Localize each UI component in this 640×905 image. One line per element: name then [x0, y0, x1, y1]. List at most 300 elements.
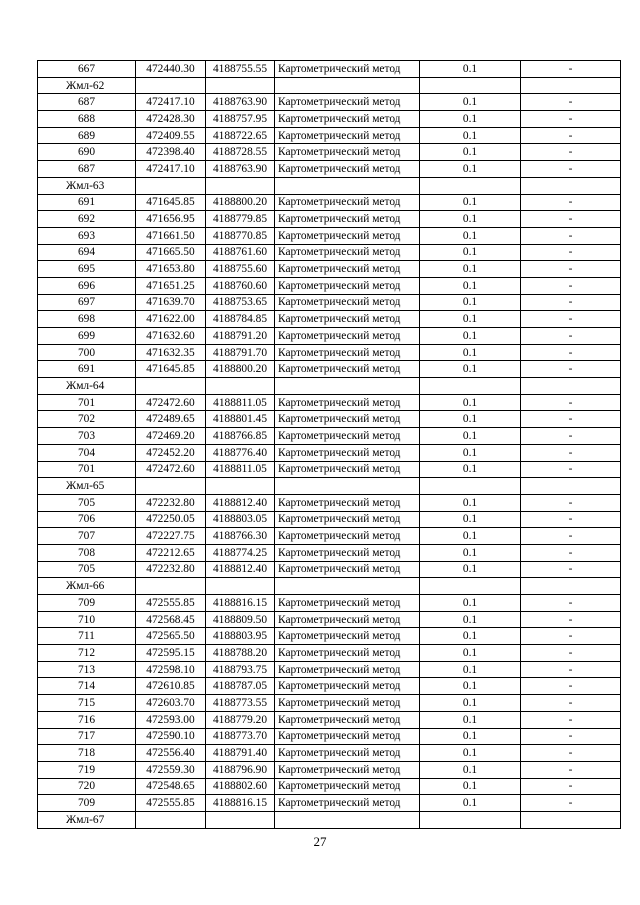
table-row: [38, 678, 621, 695]
point-number-cell: 695: [38, 261, 136, 278]
point-number-cell: 705: [38, 561, 136, 578]
table-row: [38, 294, 621, 311]
y-coordinate-cell: 4188812.40: [206, 494, 275, 511]
empty-cell: [521, 378, 621, 395]
note-cell: -: [521, 795, 621, 812]
empty-cell: [136, 478, 206, 495]
table-row: [38, 94, 621, 111]
group-label: Жмл-65: [38, 478, 136, 495]
accuracy-cell: 0.1: [420, 611, 521, 628]
point-number-cell: 687: [38, 161, 136, 178]
method-cell: Картометрический метод: [275, 411, 420, 428]
coordinates-table: [37, 60, 621, 829]
table-row: [38, 528, 621, 545]
point-number-cell: 703: [38, 428, 136, 445]
x-coordinate-cell: 472548.65: [136, 778, 206, 795]
accuracy-cell: 0.1: [420, 661, 521, 678]
table-row: [38, 227, 621, 244]
table-row: [38, 261, 621, 278]
method-cell: Картометрический метод: [275, 127, 420, 144]
x-coordinate-cell: 472232.80: [136, 494, 206, 511]
accuracy-cell: 0.1: [420, 211, 521, 228]
group-header-row: [38, 177, 621, 194]
accuracy-cell: 0.1: [420, 444, 521, 461]
empty-cell: [521, 177, 621, 194]
method-cell: Картометрический метод: [275, 778, 420, 795]
y-coordinate-cell: 4188796.90: [206, 761, 275, 778]
method-cell: Картометрический метод: [275, 161, 420, 178]
method-cell: Картометрический метод: [275, 344, 420, 361]
table-row: [38, 244, 621, 261]
method-cell: Картометрический метод: [275, 394, 420, 411]
table-row: [38, 778, 621, 795]
table-row: [38, 127, 621, 144]
note-cell: -: [521, 494, 621, 511]
point-number-cell: 718: [38, 745, 136, 762]
table-row: [38, 695, 621, 712]
note-cell: -: [521, 461, 621, 478]
method-cell: Картометрический метод: [275, 144, 420, 161]
y-coordinate-cell: 4188791.20: [206, 328, 275, 345]
method-cell: Картометрический метод: [275, 227, 420, 244]
empty-cell: [136, 177, 206, 194]
x-coordinate-cell: 471665.50: [136, 244, 206, 261]
note-cell: -: [521, 211, 621, 228]
table-row: [38, 745, 621, 762]
empty-cell: [136, 578, 206, 595]
note-cell: -: [521, 411, 621, 428]
accuracy-cell: 0.1: [420, 161, 521, 178]
table-row: [38, 194, 621, 211]
x-coordinate-cell: 471639.70: [136, 294, 206, 311]
table-row: [38, 361, 621, 378]
empty-cell: [420, 77, 521, 94]
note-cell: -: [521, 127, 621, 144]
x-coordinate-cell: 472555.85: [136, 795, 206, 812]
x-coordinate-cell: 472212.65: [136, 544, 206, 561]
y-coordinate-cell: 4188728.55: [206, 144, 275, 161]
note-cell: -: [521, 528, 621, 545]
point-number-cell: 694: [38, 244, 136, 261]
note-cell: -: [521, 711, 621, 728]
method-cell: Картометрический метод: [275, 494, 420, 511]
note-cell: -: [521, 311, 621, 328]
accuracy-cell: 0.1: [420, 194, 521, 211]
note-cell: -: [521, 144, 621, 161]
accuracy-cell: 0.1: [420, 544, 521, 561]
point-number-cell: 699: [38, 328, 136, 345]
method-cell: Картометрический метод: [275, 645, 420, 662]
group-label: Жмл-64: [38, 378, 136, 395]
note-cell: -: [521, 361, 621, 378]
x-coordinate-cell: 472398.40: [136, 144, 206, 161]
group-label: Жмл-66: [38, 578, 136, 595]
x-coordinate-cell: 471661.50: [136, 227, 206, 244]
y-coordinate-cell: 4188766.30: [206, 528, 275, 545]
accuracy-cell: 0.1: [420, 311, 521, 328]
table-row: [38, 461, 621, 478]
group-header-row: [38, 77, 621, 94]
x-coordinate-cell: 472598.10: [136, 661, 206, 678]
point-number-cell: 706: [38, 511, 136, 528]
point-number-cell: 713: [38, 661, 136, 678]
table-row: [38, 711, 621, 728]
note-cell: -: [521, 428, 621, 445]
method-cell: Картометрический метод: [275, 194, 420, 211]
method-cell: Картометрический метод: [275, 428, 420, 445]
x-coordinate-cell: 471656.95: [136, 211, 206, 228]
y-coordinate-cell: 4188809.50: [206, 611, 275, 628]
accuracy-cell: 0.1: [420, 494, 521, 511]
y-coordinate-cell: 4188811.05: [206, 461, 275, 478]
empty-cell: [206, 77, 275, 94]
empty-cell: [136, 77, 206, 94]
y-coordinate-cell: 4188811.05: [206, 394, 275, 411]
x-coordinate-cell: 472452.20: [136, 444, 206, 461]
table-row: [38, 61, 621, 78]
accuracy-cell: 0.1: [420, 428, 521, 445]
note-cell: -: [521, 244, 621, 261]
table-row: [38, 411, 621, 428]
y-coordinate-cell: 4188753.65: [206, 294, 275, 311]
note-cell: -: [521, 628, 621, 645]
point-number-cell: 708: [38, 544, 136, 561]
x-coordinate-cell: 472250.05: [136, 511, 206, 528]
empty-cell: [420, 478, 521, 495]
method-cell: Картометрический метод: [275, 244, 420, 261]
group-header-row: [38, 811, 621, 828]
method-cell: Картометрический метод: [275, 61, 420, 78]
y-coordinate-cell: 4188779.85: [206, 211, 275, 228]
empty-cell: [136, 811, 206, 828]
accuracy-cell: 0.1: [420, 261, 521, 278]
y-coordinate-cell: 4188760.60: [206, 277, 275, 294]
empty-cell: [420, 811, 521, 828]
x-coordinate-cell: 471645.85: [136, 361, 206, 378]
table-row: [38, 211, 621, 228]
x-coordinate-cell: 472568.45: [136, 611, 206, 628]
point-number-cell: 700: [38, 344, 136, 361]
empty-cell: [521, 811, 621, 828]
point-number-cell: 689: [38, 127, 136, 144]
y-coordinate-cell: 4188800.20: [206, 361, 275, 378]
note-cell: -: [521, 511, 621, 528]
y-coordinate-cell: 4188812.40: [206, 561, 275, 578]
x-coordinate-cell: 472565.50: [136, 628, 206, 645]
accuracy-cell: 0.1: [420, 394, 521, 411]
empty-cell: [136, 378, 206, 395]
accuracy-cell: 0.1: [420, 795, 521, 812]
accuracy-cell: 0.1: [420, 645, 521, 662]
x-coordinate-cell: 472440.30: [136, 61, 206, 78]
method-cell: Картометрический метод: [275, 511, 420, 528]
x-coordinate-cell: 472428.30: [136, 111, 206, 128]
y-coordinate-cell: 4188787.05: [206, 678, 275, 695]
table-row: [38, 595, 621, 612]
method-cell: Картометрический метод: [275, 328, 420, 345]
method-cell: Картометрический метод: [275, 745, 420, 762]
point-number-cell: 709: [38, 595, 136, 612]
note-cell: -: [521, 194, 621, 211]
method-cell: Картометрический метод: [275, 528, 420, 545]
table-row: [38, 511, 621, 528]
x-coordinate-cell: 472603.70: [136, 695, 206, 712]
method-cell: Картометрический метод: [275, 695, 420, 712]
y-coordinate-cell: 4188766.85: [206, 428, 275, 445]
note-cell: -: [521, 444, 621, 461]
note-cell: -: [521, 778, 621, 795]
accuracy-cell: 0.1: [420, 144, 521, 161]
x-coordinate-cell: 472232.80: [136, 561, 206, 578]
note-cell: -: [521, 161, 621, 178]
point-number-cell: 714: [38, 678, 136, 695]
x-coordinate-cell: 472595.15: [136, 645, 206, 662]
table-row: [38, 344, 621, 361]
note-cell: -: [521, 761, 621, 778]
method-cell: Картометрический метод: [275, 111, 420, 128]
method-cell: Картометрический метод: [275, 544, 420, 561]
method-cell: Картометрический метод: [275, 628, 420, 645]
method-cell: Картометрический метод: [275, 661, 420, 678]
method-cell: Картометрический метод: [275, 261, 420, 278]
empty-cell: [206, 478, 275, 495]
method-cell: Картометрический метод: [275, 277, 420, 294]
y-coordinate-cell: 4188779.20: [206, 711, 275, 728]
y-coordinate-cell: 4188770.85: [206, 227, 275, 244]
note-cell: -: [521, 61, 621, 78]
table-row: [38, 311, 621, 328]
table-row: [38, 628, 621, 645]
note-cell: -: [521, 645, 621, 662]
point-number-cell: 717: [38, 728, 136, 745]
point-number-cell: 687: [38, 94, 136, 111]
table-row: [38, 728, 621, 745]
method-cell: Картометрический метод: [275, 294, 420, 311]
accuracy-cell: 0.1: [420, 561, 521, 578]
point-number-cell: 697: [38, 294, 136, 311]
accuracy-cell: 0.1: [420, 361, 521, 378]
accuracy-cell: 0.1: [420, 127, 521, 144]
y-coordinate-cell: 4188722.65: [206, 127, 275, 144]
point-number-cell: 719: [38, 761, 136, 778]
accuracy-cell: 0.1: [420, 61, 521, 78]
y-coordinate-cell: 4188774.25: [206, 544, 275, 561]
method-cell: Картометрический метод: [275, 761, 420, 778]
point-number-cell: 712: [38, 645, 136, 662]
table-row: [38, 277, 621, 294]
note-cell: -: [521, 745, 621, 762]
accuracy-cell: 0.1: [420, 511, 521, 528]
accuracy-cell: 0.1: [420, 294, 521, 311]
y-coordinate-cell: 4188803.05: [206, 511, 275, 528]
table-row: [38, 561, 621, 578]
y-coordinate-cell: 4188793.75: [206, 661, 275, 678]
accuracy-cell: 0.1: [420, 528, 521, 545]
x-coordinate-cell: 472472.60: [136, 394, 206, 411]
table-row: [38, 795, 621, 812]
x-coordinate-cell: 471653.80: [136, 261, 206, 278]
y-coordinate-cell: 4188773.55: [206, 695, 275, 712]
accuracy-cell: 0.1: [420, 628, 521, 645]
table-row: [38, 161, 621, 178]
point-number-cell: 701: [38, 394, 136, 411]
note-cell: -: [521, 611, 621, 628]
point-number-cell: 709: [38, 795, 136, 812]
empty-cell: [420, 378, 521, 395]
empty-cell: [521, 478, 621, 495]
table-row: [38, 428, 621, 445]
y-coordinate-cell: 4188763.90: [206, 161, 275, 178]
accuracy-cell: 0.1: [420, 277, 521, 294]
method-cell: Картометрический метод: [275, 444, 420, 461]
x-coordinate-cell: 471632.35: [136, 344, 206, 361]
method-cell: Картометрический метод: [275, 678, 420, 695]
group-label: Жмл-62: [38, 77, 136, 94]
table-row: [38, 645, 621, 662]
point-number-cell: 701: [38, 461, 136, 478]
y-coordinate-cell: 4188755.60: [206, 261, 275, 278]
point-number-cell: 704: [38, 444, 136, 461]
table-row: [38, 394, 621, 411]
table-row: [38, 328, 621, 345]
method-cell: Картометрический метод: [275, 461, 420, 478]
group-header-row: [38, 478, 621, 495]
group-label: Жмл-63: [38, 177, 136, 194]
y-coordinate-cell: 4188773.70: [206, 728, 275, 745]
note-cell: -: [521, 595, 621, 612]
y-coordinate-cell: 4188791.40: [206, 745, 275, 762]
x-coordinate-cell: 472469.20: [136, 428, 206, 445]
empty-cell: [206, 578, 275, 595]
point-number-cell: 711: [38, 628, 136, 645]
table-row: [38, 761, 621, 778]
point-number-cell: 691: [38, 361, 136, 378]
accuracy-cell: 0.1: [420, 411, 521, 428]
point-number-cell: 688: [38, 111, 136, 128]
empty-cell: [206, 378, 275, 395]
accuracy-cell: 0.1: [420, 761, 521, 778]
method-cell: Картометрический метод: [275, 94, 420, 111]
point-number-cell: 696: [38, 277, 136, 294]
x-coordinate-cell: 472417.10: [136, 161, 206, 178]
note-cell: -: [521, 394, 621, 411]
note-cell: -: [521, 294, 621, 311]
empty-cell: [275, 578, 420, 595]
group-label: Жмл-67: [38, 811, 136, 828]
empty-cell: [521, 77, 621, 94]
y-coordinate-cell: 4188761.60: [206, 244, 275, 261]
accuracy-cell: 0.1: [420, 711, 521, 728]
y-coordinate-cell: 4188776.40: [206, 444, 275, 461]
point-number-cell: 667: [38, 61, 136, 78]
y-coordinate-cell: 4188802.60: [206, 778, 275, 795]
y-coordinate-cell: 4188784.85: [206, 311, 275, 328]
accuracy-cell: 0.1: [420, 778, 521, 795]
empty-cell: [275, 378, 420, 395]
y-coordinate-cell: 4188755.55: [206, 61, 275, 78]
x-coordinate-cell: 472590.10: [136, 728, 206, 745]
y-coordinate-cell: 4188803.95: [206, 628, 275, 645]
empty-cell: [275, 811, 420, 828]
x-coordinate-cell: 472559.30: [136, 761, 206, 778]
table-row: [38, 111, 621, 128]
x-coordinate-cell: 471645.85: [136, 194, 206, 211]
table-row: [38, 544, 621, 561]
method-cell: Картометрический метод: [275, 728, 420, 745]
point-number-cell: 691: [38, 194, 136, 211]
table-row: [38, 144, 621, 161]
point-number-cell: 693: [38, 227, 136, 244]
x-coordinate-cell: 472417.10: [136, 94, 206, 111]
accuracy-cell: 0.1: [420, 111, 521, 128]
note-cell: -: [521, 544, 621, 561]
point-number-cell: 707: [38, 528, 136, 545]
note-cell: -: [521, 261, 621, 278]
page-number: 27: [313, 834, 327, 849]
y-coordinate-cell: 4188816.15: [206, 595, 275, 612]
group-header-row: [38, 378, 621, 395]
table-row: [38, 444, 621, 461]
method-cell: Картометрический метод: [275, 711, 420, 728]
empty-cell: [275, 177, 420, 194]
accuracy-cell: 0.1: [420, 745, 521, 762]
x-coordinate-cell: 472489.65: [136, 411, 206, 428]
y-coordinate-cell: 4188788.20: [206, 645, 275, 662]
point-number-cell: 716: [38, 711, 136, 728]
method-cell: Картометрический метод: [275, 595, 420, 612]
x-coordinate-cell: 472556.40: [136, 745, 206, 762]
point-number-cell: 715: [38, 695, 136, 712]
note-cell: -: [521, 678, 621, 695]
x-coordinate-cell: 472593.00: [136, 711, 206, 728]
note-cell: -: [521, 94, 621, 111]
point-number-cell: 692: [38, 211, 136, 228]
note-cell: -: [521, 728, 621, 745]
point-number-cell: 702: [38, 411, 136, 428]
point-number-cell: 690: [38, 144, 136, 161]
method-cell: Картометрический метод: [275, 611, 420, 628]
accuracy-cell: 0.1: [420, 678, 521, 695]
empty-cell: [206, 177, 275, 194]
point-number-cell: 698: [38, 311, 136, 328]
method-cell: Картометрический метод: [275, 795, 420, 812]
accuracy-cell: 0.1: [420, 227, 521, 244]
accuracy-cell: 0.1: [420, 595, 521, 612]
accuracy-cell: 0.1: [420, 244, 521, 261]
accuracy-cell: 0.1: [420, 344, 521, 361]
empty-cell: [275, 478, 420, 495]
x-coordinate-cell: 471651.25: [136, 277, 206, 294]
x-coordinate-cell: 471632.60: [136, 328, 206, 345]
note-cell: -: [521, 561, 621, 578]
y-coordinate-cell: 4188763.90: [206, 94, 275, 111]
empty-cell: [275, 77, 420, 94]
group-header-row: [38, 578, 621, 595]
y-coordinate-cell: 4188757.95: [206, 111, 275, 128]
x-coordinate-cell: 472227.75: [136, 528, 206, 545]
coordinates-table-body: [38, 61, 621, 829]
empty-cell: [420, 177, 521, 194]
accuracy-cell: 0.1: [420, 461, 521, 478]
y-coordinate-cell: 4188801.45: [206, 411, 275, 428]
x-coordinate-cell: 472472.60: [136, 461, 206, 478]
accuracy-cell: 0.1: [420, 94, 521, 111]
method-cell: Картометрический метод: [275, 361, 420, 378]
note-cell: -: [521, 661, 621, 678]
table-row: [38, 661, 621, 678]
method-cell: Картометрический метод: [275, 311, 420, 328]
y-coordinate-cell: 4188816.15: [206, 795, 275, 812]
